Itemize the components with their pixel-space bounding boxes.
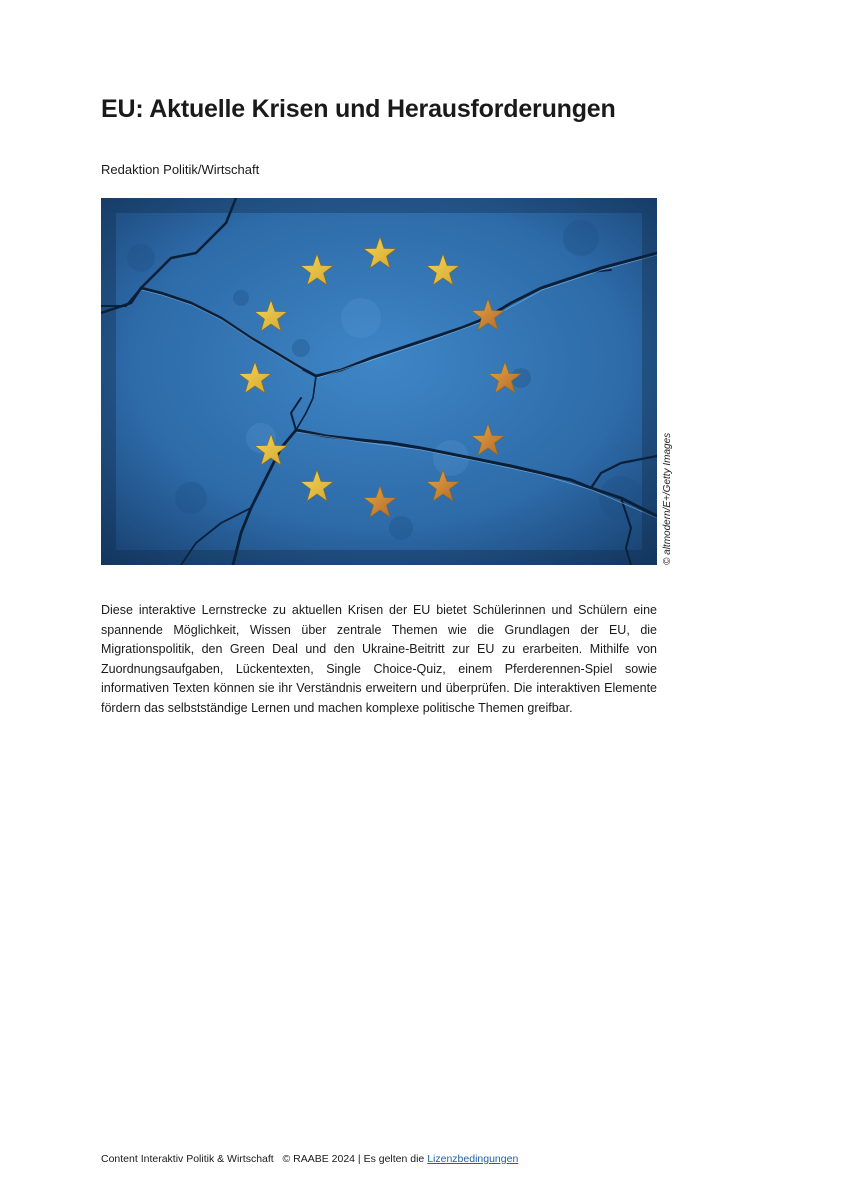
author-line: Redaktion Politik/Wirtschaft: [101, 162, 260, 177]
page-footer: [101, 1153, 518, 1165]
cracked-eu-flag-image: [101, 198, 657, 565]
document-title: EU: Aktuelle Krisen und Herausforderungen: [101, 95, 616, 123]
image-credit: © altmodern/E+/Getty Images: [662, 432, 673, 565]
intro-paragraph: Diese interaktive Lernstrecke zu aktuellen Krisen der EU bietet Schülerinnen und Schülern eine spannende Möglichkeit, Wissen über zentrale Themen wie die Grundlagen der EU, die Migrationspolitik, den Green Deal und den Ukraine-Beitritt zur EU zu erarbeiten. Mithilfe von Zuordnungsaufgaben, Lückentexten, Single Choice-Quiz, einem Pferderennen-Spiel sowie informativen Texten können sie ihr Verständnis erweitern und überprüfen. Die interaktiven Elemente fördern das selbstständige Lernen und machen komplexe politische Themen greifbar.: [101, 603, 657, 715]
license-link[interactable]: Lizenzbedingungen: [427, 1153, 519, 1165]
footer-text: Content Interaktiv Politik & Wirtschaft © RAABE 2024 | Es gelten die: [101, 1153, 428, 1165]
